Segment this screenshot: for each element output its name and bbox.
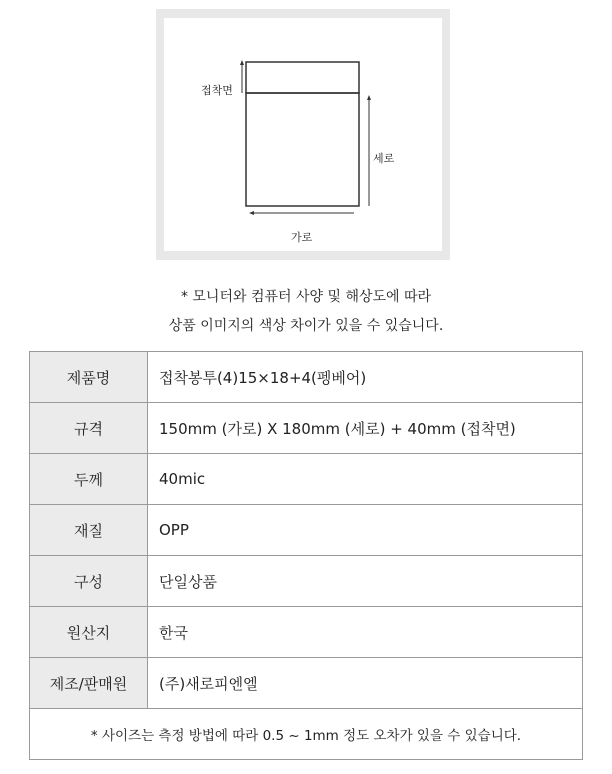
table-row	[30, 709, 583, 760]
envelope-body-shape	[246, 93, 359, 206]
table-row	[30, 352, 583, 403]
adhesive-label: 접착면	[201, 84, 233, 97]
size-tolerance-footnote: * 사이즈는 측정 방법에 따라 0.5 ~ 1mm 정도 오차가 있을 수 있습니다.	[30, 709, 583, 760]
table-row	[30, 556, 583, 607]
table-row	[30, 403, 583, 454]
envelope-drawing	[164, 18, 442, 251]
width-arrow-head	[249, 211, 254, 215]
color-notice-line2: 상품 이미지의 색상 차이가 있을 수 있습니다.	[168, 318, 444, 334]
spec-value: 한국	[148, 607, 583, 658]
table-row	[30, 454, 583, 505]
spec-key: 재질	[30, 505, 148, 556]
spec-key: 두께	[30, 454, 148, 505]
spec-table	[29, 351, 583, 760]
spec-key: 규격	[30, 403, 148, 454]
spec-value: 150mm (가로) X 180mm (세로) + 40mm (접착면)	[148, 403, 583, 454]
table-row	[30, 658, 583, 709]
adhesive-flap-shape	[246, 62, 359, 93]
spec-key: 제품명	[30, 352, 148, 403]
width-label: 가로	[291, 231, 313, 244]
spec-value: (주)새로피엔엘	[148, 658, 583, 709]
height-label: 세로	[373, 152, 395, 165]
table-row	[30, 607, 583, 658]
spec-key: 구성	[30, 556, 148, 607]
size-diagram-canvas	[164, 18, 442, 251]
size-diagram	[156, 9, 450, 260]
table-row	[30, 505, 583, 556]
height-arrow-head	[367, 95, 371, 100]
spec-key: 제조/판매원	[30, 658, 148, 709]
spec-value: 40mic	[148, 454, 583, 505]
spec-value: 접착봉투(4)15×18+4(펭베어)	[148, 352, 583, 403]
spec-value: OPP	[148, 505, 583, 556]
spec-value: 단일상품	[148, 556, 583, 607]
spec-key: 원산지	[30, 607, 148, 658]
color-notice-line1: * 모니터와 컴퓨터 사양 및 해상도에 따라	[180, 289, 432, 305]
adhesive-arrow-head	[240, 60, 244, 65]
